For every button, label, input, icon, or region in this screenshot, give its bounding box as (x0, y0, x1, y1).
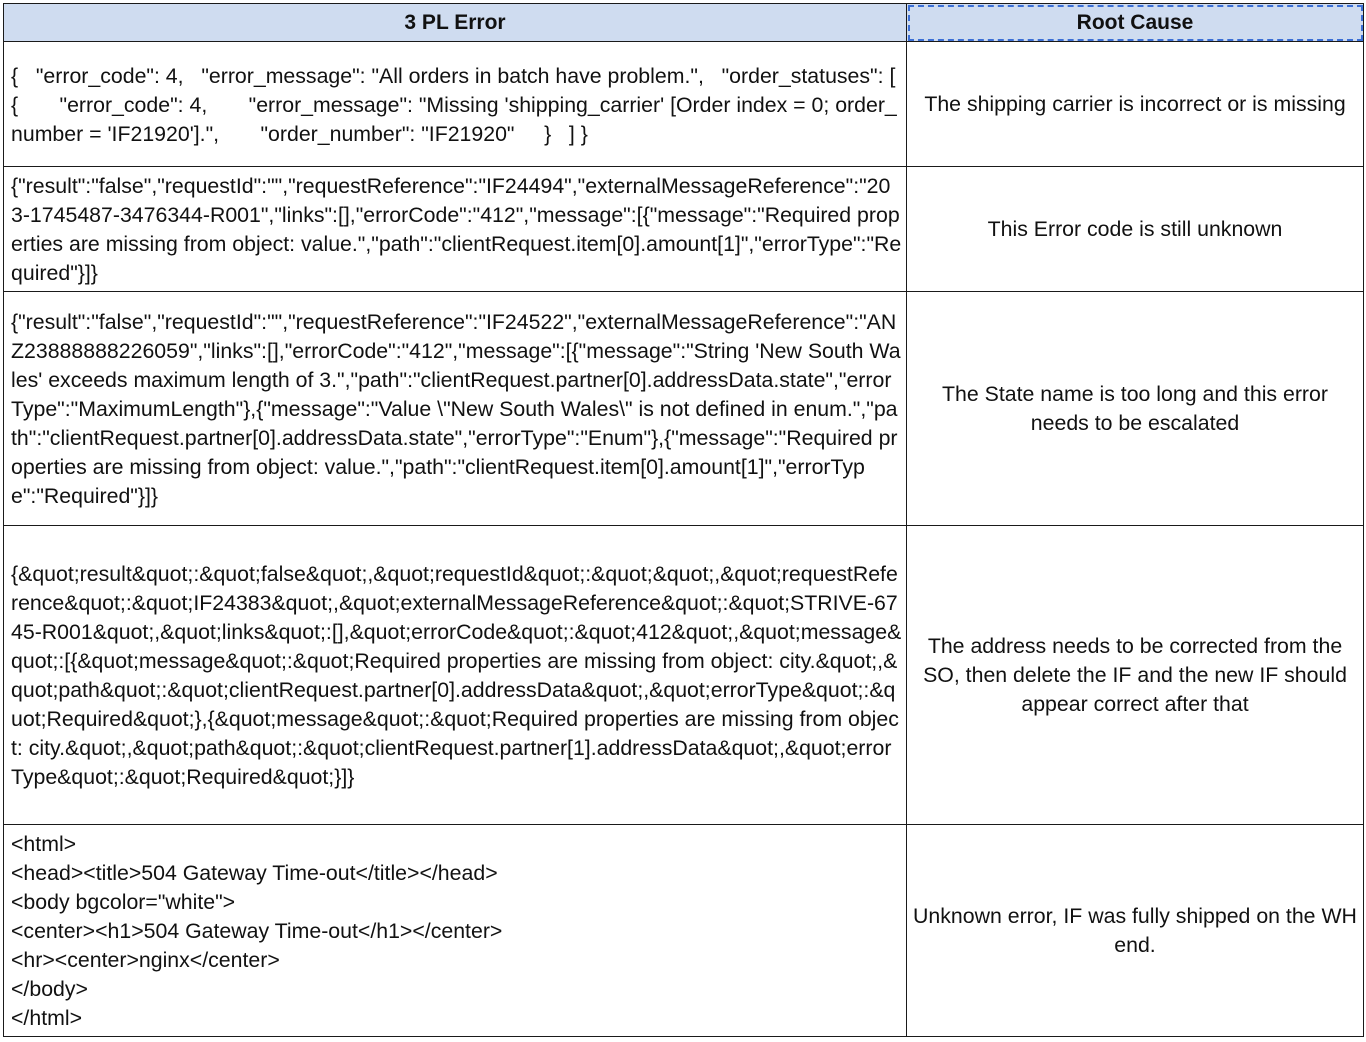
header-root-cause[interactable]: Root Cause (907, 4, 1364, 42)
error-cell[interactable]: <html> <head><title>504 Gateway Time-out</title></head> <body bgcolor="white"> <center><h1>504 Gateway Time-out</h1></center> <hr><center>nginx</center> </body> </html> (4, 825, 907, 1037)
header-row (4, 4, 1364, 42)
root-cause-cell[interactable]: The address needs to be corrected from the SO, then delete the IF and the new IF should appear correct after that (907, 526, 1364, 825)
table-row (4, 292, 1364, 526)
table-row (4, 526, 1364, 825)
error-cell[interactable]: {&quot;result&quot;:&quot;false&quot;,&quot;requestId&quot;:&quot;&quot;,&quot;requestReference&quot;:&quot;IF24383&quot;,&quot;externalMessageReference&quot;:&quot;STRIVE-6745-R001&quot;,&quot;links&quot;:[],&quot;errorCode&quot;:&quot;412&quot;,&quot;message&quot;:[{&quot;message&quot;:&quot;Required properties are missing from object: city.&quot;,&quot;path&quot;:&quot;clientRequest.partner[0].addressData&quot;,&quot;errorType&quot;:&quot;Required&quot;},{&quot;message&quot;:&quot;Required properties are missing from object: city.&quot;,&quot;path&quot;:&quot;clientRequest.partner[1].addressData&quot;,&quot;errorType&quot;:&quot;Required&quot;}]} (4, 526, 907, 825)
table-row (4, 42, 1364, 167)
error-cell[interactable]: {"result":"false","requestId":"","requestReference":"IF24522","externalMessageReference":"ANZ23888888226059","links":[],"errorCode":"412","message":[{"message":"String 'New South Wales' exceeds maximum length of 3.","path":"clientRequest.partner[0].addressData.state","errorType":"MaximumLength"},{"message":"Value \"New South Wales\" is not defined in enum.","path":"clientRequest.partner[0].addressData.state","errorType":"Enum"},{"message":"Required properties are missing from object: value.","path":"clientRequest.item[0].amount[1]","errorType":"Required"}]} (4, 292, 907, 526)
root-cause-cell[interactable]: This Error code is still unknown (907, 167, 1364, 292)
header-3pl-error[interactable]: 3 PL Error (4, 4, 907, 42)
root-cause-cell[interactable]: Unknown error, IF was fully shipped on the WH end. (907, 825, 1364, 1037)
table-row (4, 167, 1364, 292)
root-cause-cell[interactable]: The shipping carrier is incorrect or is missing (907, 42, 1364, 167)
root-cause-cell[interactable]: The State name is too long and this error needs to be escalated (907, 292, 1364, 526)
error-cell[interactable]: { "error_code": 4, "error_message": "All orders in batch have problem.", "order_statuses": [ { "error_code": 4, "error_message": "Missing 'shipping_carrier' [Order index = 0; order_number = 'IF21920'].", "order_number": "IF21920" } ] } (4, 42, 907, 167)
error-cell[interactable]: {"result":"false","requestId":"","requestReference":"IF24494","externalMessageReference":"203-1745487-3476344-R001","links":[],"errorCode":"412","message":[{"message":"Required properties are missing from object: value.","path":"clientRequest.item[0].amount[1]","errorType":"Required"}]} (4, 167, 907, 292)
error-table (3, 3, 1364, 1037)
table-row (4, 825, 1364, 1037)
spreadsheet-grid (3, 3, 1363, 1037)
